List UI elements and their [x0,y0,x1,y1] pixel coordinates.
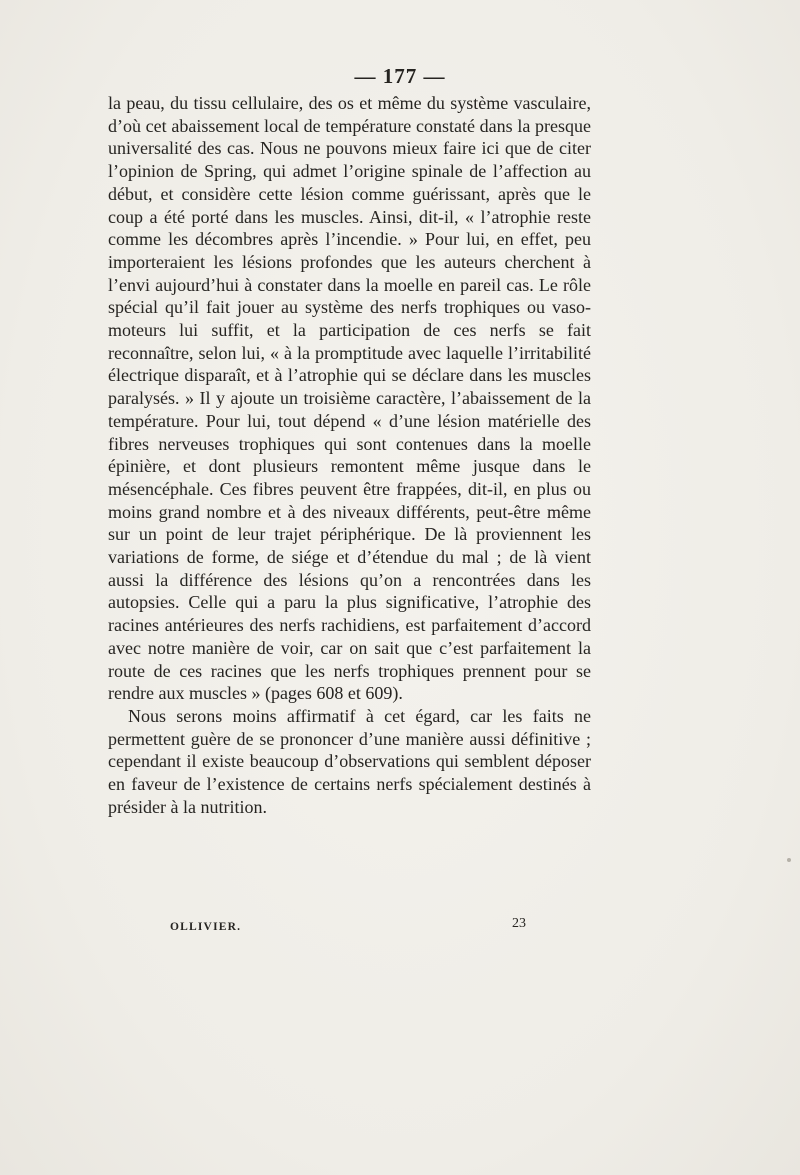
sheet-number: 23 [512,916,526,931]
page-number: — 177 — [354,64,446,88]
body-text [108,92,591,819]
paragraph: Nous serons moins affirmatif à cet égard, car les faits ne permettent guère de se prononcer d’une manière aussi définitive ; cependant il existe beaucoup d’observations qui semblent déposer en faveur de l’existence de certains nerfs spécialement destinés à présider à la nutrition. [108,705,591,817]
printer-signature: OLLIVIER. [170,921,242,933]
margin-speck [787,858,791,862]
paragraph: la peau, du tissu cellulaire, des os et même du système vasculaire, d’où cet abaissement local de température constaté dans la presque universalité des cas. Nous ne pouvons mieux faire ici que de citer l’opinion de Spring, qui admet l’origine spinale de l’affection au début, et considère cette lésion comme guérissant, après que le coup a été porté dans les muscles. Ainsi, dit-il, « l’atrophie reste comme les décombres après l’incendie. » Pour lui, en effet, peu importeraient les lésions profondes que les auteurs cherchent à l’envi aujourd’hui à constater dans la moelle en pareil cas. Le rôle spécial qu’il fait jouer au système des nerfs trophiques ou vaso-moteurs lui suffit, et la participation de ces nerfs se fait reconnaître, selon lui, « à la promptitude avec laquelle l’irritabilité électrique disparaît, et à l’atrophie qui se déclare dans les muscles paralysés. » Il y ajoute un troisième caractère, l’abaissement de la température. Pour lui, tout dépend « d’une lésion matérielle des fibres nerveuses trophiques qui sont contenues dans la moelle épinière, et dont plusieurs remontent même jusque dans le mésencéphale. Ces fibres peuvent être frappées, dit-il, en plus ou moins grand nombre et à des niveaux différents, peut-être même sur un point de leur trajet périphérique. De là proviennent les variations de forme, de siége et d’étendue du mal ; de là vient aussi la différence des lésions qu’on a rencontrées dans les autopsies. Celle qui a paru la plus significative, l’atrophie des racines antérieures des nerfs rachidiens, est parfaitement d’accord avec notre manière de voir, car on sait que c’est parfaitement la route de ces racines que les nerfs trophiques prennent pour se rendre aux muscles » (pages 608 et 609). [108,93,591,704]
